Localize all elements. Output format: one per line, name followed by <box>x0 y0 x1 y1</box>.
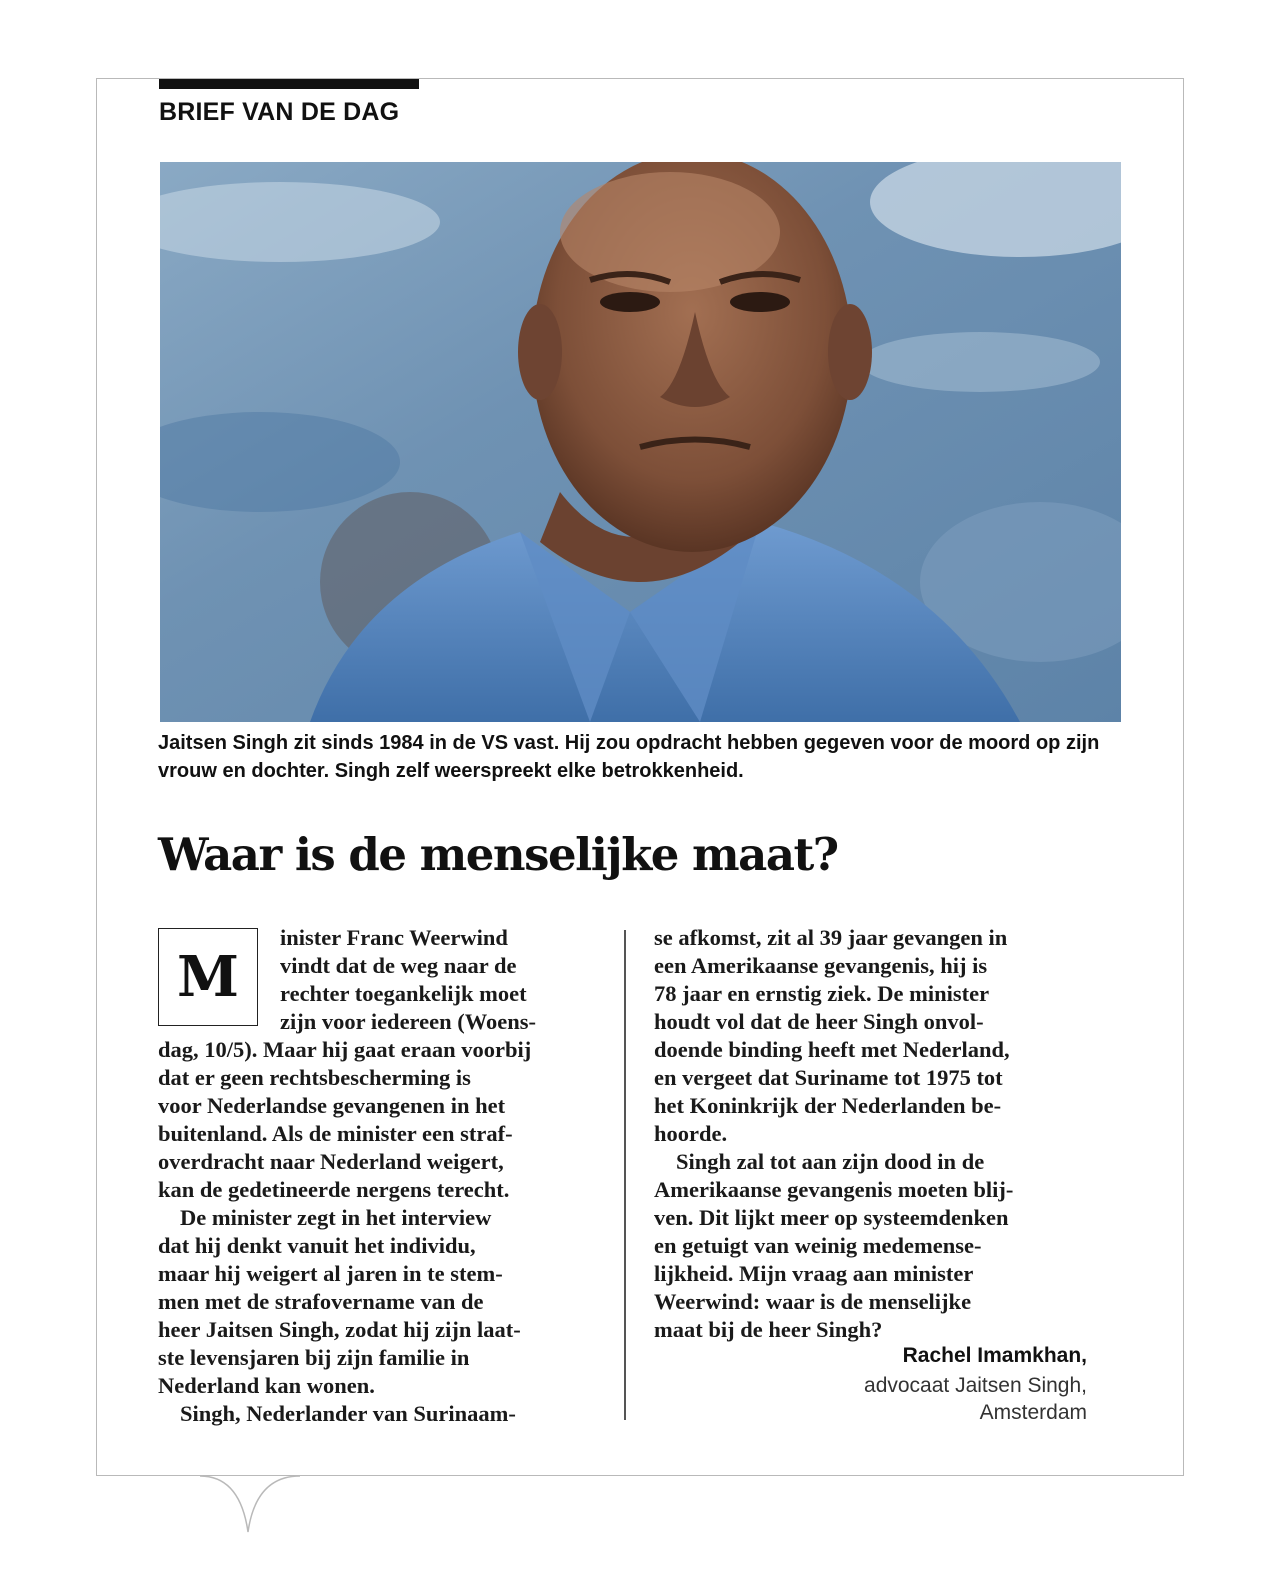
body-line: inister Franc Weerwind <box>280 925 508 950</box>
body-line: voor Nederlandse gevangenen in het <box>158 1093 506 1118</box>
photo-caption: Jaitsen Singh zit sinds 1984 in de VS vast. Hij zou opdracht hebben gegeven voor de moord op zijn vrouw en dochter. Singh zelf weerspreekt elke betrokkenheid. <box>158 732 1100 782</box>
body-line: een Amerikaanse gevangenis, hij is <box>654 953 988 978</box>
body-line: Singh, Nederlander van Surinaam- <box>180 1401 516 1426</box>
body-line: se afkomst, zit al 39 jaar gevangen in <box>654 925 1008 950</box>
body-line: dat er geen rechtsbescherming is <box>158 1065 471 1090</box>
body-line: ste levensjaren bij zijn familie in <box>158 1345 470 1370</box>
body-line: buitenland. Als de minister een straf- <box>158 1121 513 1146</box>
body-line: Singh zal tot aan zijn dood in de <box>676 1149 985 1174</box>
body-line: hoorde. <box>654 1121 728 1146</box>
section-rule <box>159 79 419 89</box>
body-line: maar hij weigert al jaren in te stem- <box>158 1261 503 1286</box>
section-kicker: BRIEF VAN DE DAG <box>159 98 400 126</box>
author-name: Rachel Imamkhan, <box>902 1344 1087 1367</box>
body-line: men met de strafovername van de <box>158 1289 484 1314</box>
frame-pointer <box>200 1474 300 1534</box>
author-city: Amsterdam <box>979 1401 1087 1424</box>
body-line: houdt vol dat de heer Singh onvol- <box>654 1009 984 1034</box>
body-line: en getuigt van weinig medemense- <box>654 1233 982 1258</box>
author-role: advocaat Jaitsen Singh, <box>864 1374 1087 1397</box>
body-line: rechter toegankelijk moet <box>280 981 527 1006</box>
article-column-left <box>158 924 598 1428</box>
article-headline: Waar is de menselijke maat? <box>158 828 838 881</box>
body-line: zijn voor iedereen (Woens- <box>280 1009 537 1034</box>
portrait-photo <box>160 162 1121 722</box>
drop-cap: M <box>158 928 258 1026</box>
body-line: ven. Dit lijkt meer op systeemdenken <box>654 1205 1009 1230</box>
body-line: De minister zegt in het interview <box>180 1205 492 1230</box>
body-line: doende binding heeft met Nederland, <box>654 1037 1010 1062</box>
body-line: lijkheid. Mijn vraag aan minister <box>654 1261 974 1286</box>
body-line: en vergeet dat Suriname tot 1975 tot <box>654 1065 1003 1090</box>
body-line: dat hij denkt vanuit het individu, <box>158 1233 476 1258</box>
body-line: kan de gedetineerde nergens terecht. <box>158 1177 510 1202</box>
column-divider <box>624 930 626 1420</box>
body-line: 78 jaar en ernstig ziek. De minister <box>654 981 990 1006</box>
body-line: Weerwind: waar is de menselijke <box>654 1289 972 1314</box>
body-line: vindt dat de weg naar de <box>280 953 517 978</box>
body-line: maat bij de heer Singh? <box>654 1317 883 1342</box>
body-line: heer Jaitsen Singh, zodat hij zijn laat- <box>158 1317 521 1342</box>
body-line: Nederland kan wonen. <box>158 1373 375 1398</box>
article-column-right <box>654 924 1094 1344</box>
body-line: dag, 10/5). Maar hij gaat eraan voorbij <box>158 1037 532 1062</box>
body-line: het Koninkrijk der Nederlanden be- <box>654 1093 1002 1118</box>
author-affiliation <box>864 1372 1087 1426</box>
body-line: Amerikaanse gevangenis moeten blij- <box>654 1177 1014 1202</box>
body-line: overdracht naar Nederland weigert, <box>158 1149 504 1174</box>
